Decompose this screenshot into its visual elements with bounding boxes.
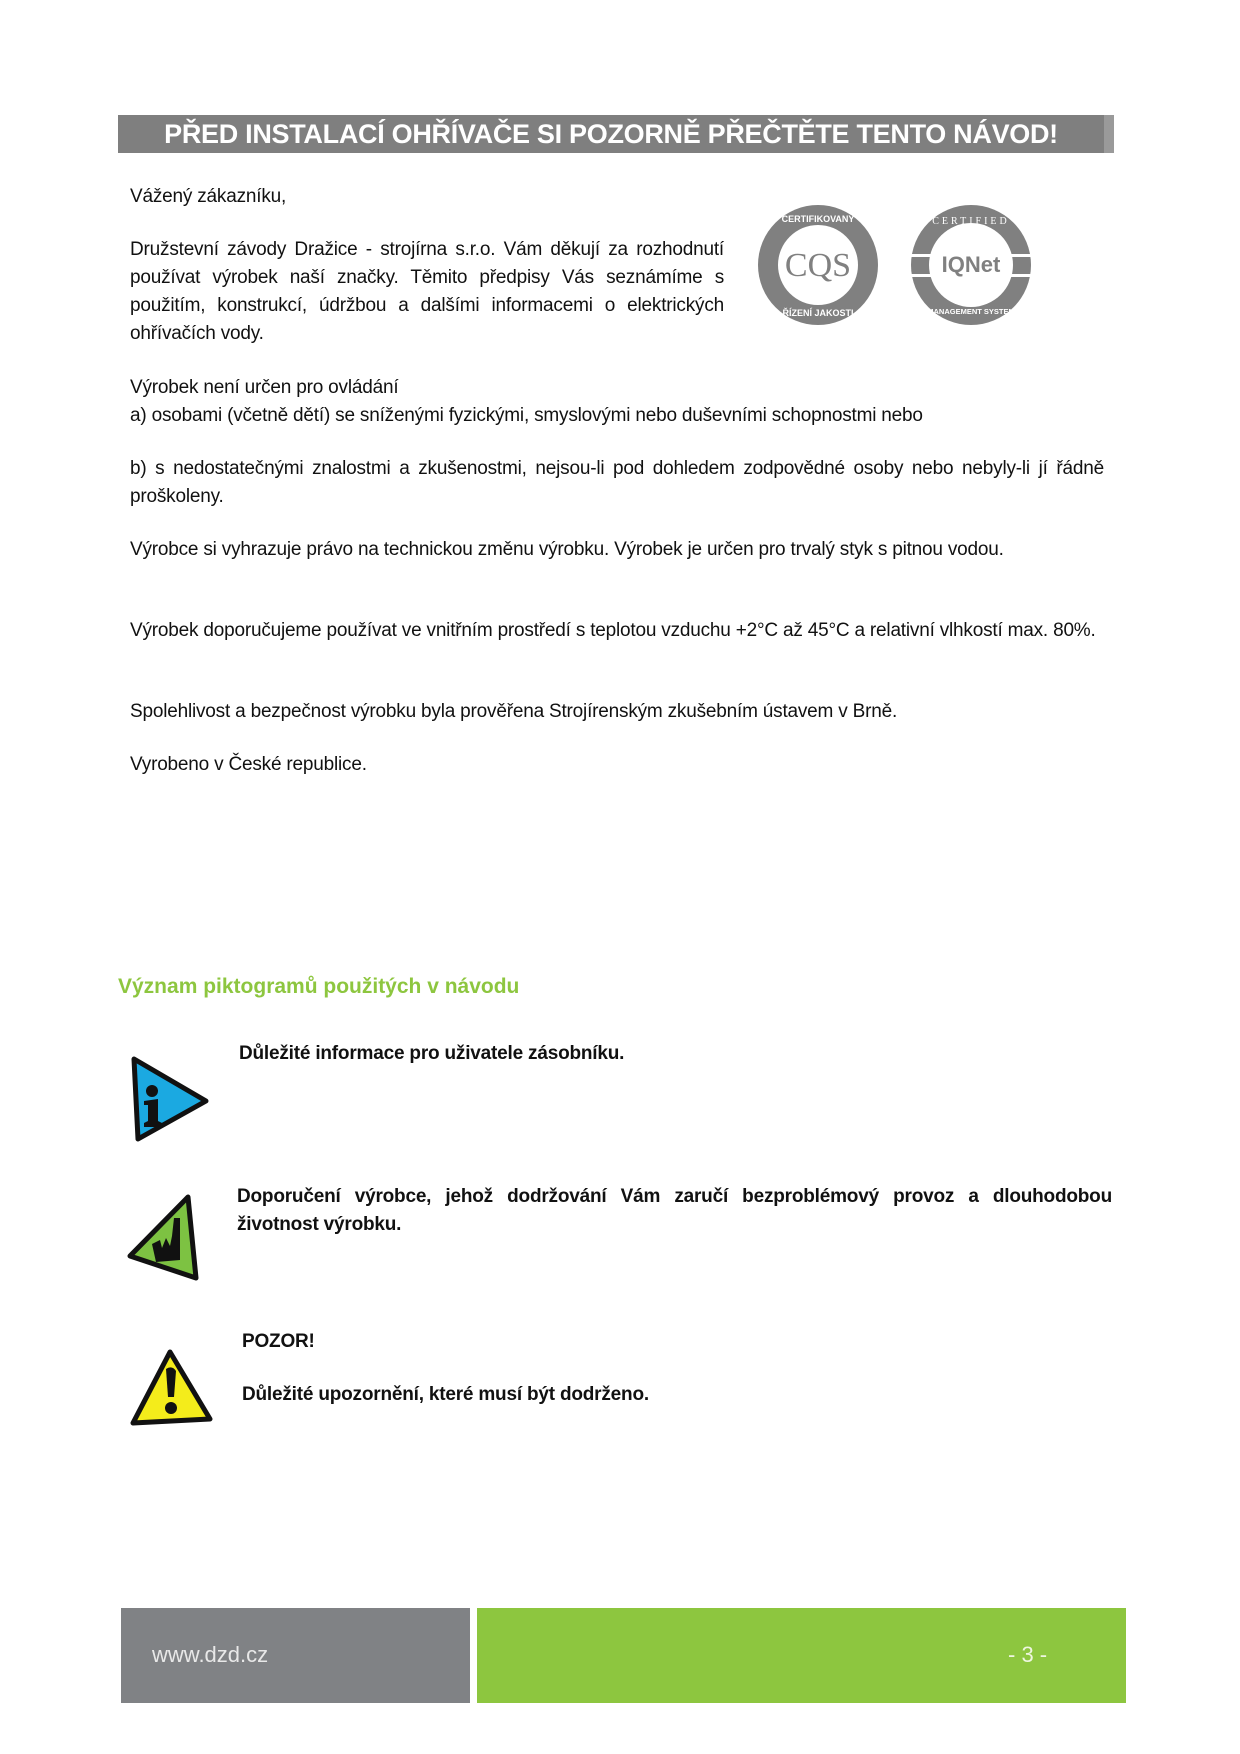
made-in-paragraph: Vyrobeno v České republice. — [130, 754, 367, 775]
warning-text: Důležité upozornění, které musí být dodrženo. — [242, 1384, 649, 1405]
technical-change-paragraph: Výrobce si vyhrazuje právo na technickou změnu výrobku. Výrobek je určen pro trvalý styk s pitnou vodou. — [130, 539, 1004, 560]
pictograms-heading: Význam piktogramů použitých v návodu — [118, 975, 520, 998]
usage-restriction-line1: Výrobek není určen pro ovládání — [130, 377, 399, 398]
info-text: Důležité informace pro uživatele zásobníku. — [239, 1043, 625, 1064]
usage-restriction-b: b) s nedostatečnými znalostmi a zkušenostmi, nejsou-li pod dohledem zodpovědné osoby nebo nebyly-li jí řádně proškoleny. — [130, 458, 1104, 507]
advice-text: Doporučení výrobce, jehož dodržování Vám zaručí bezproblémový provoz a dlouhodobou životnost výrobku. — [237, 1186, 1112, 1235]
hand-triangle-icon — [126, 1192, 204, 1284]
greeting: Vážený zákazníku, — [130, 186, 287, 207]
warning-title: POZOR! — [242, 1331, 315, 1352]
svg-text:MANAGEMENT SYSTEM: MANAGEMENT SYSTEM — [927, 307, 1015, 316]
page-banner: PŘED INSTALACÍ OHŘÍVAČE SI POZORNĚ PŘEČTĚTE TENTO NÁVOD! — [118, 115, 1114, 153]
usage-restriction-line2: a) osobami (včetně dětí) se sníženými fyzickými, smyslovými nebo duševními schopnostmi nebo — [130, 405, 923, 426]
warning-triangle-icon — [128, 1347, 214, 1427]
footer-website-link[interactable]: www.dzd.cz — [152, 1642, 269, 1667]
svg-text:ŘÍZENÍ JAKOSTI: ŘÍZENÍ JAKOSTI — [782, 308, 854, 318]
iqnet-logo — [908, 202, 1034, 328]
svg-text:CERTIFIKOVANÝ: CERTIFIKOVANÝ — [781, 214, 855, 224]
intro-paragraph: Družstevní závody Dražice - strojírna s.r.o. Vám děkují za rozhodnutí používat výrobek naší značky. Těmito předpisy Vás seznámíme s použitím, konstrukcí, údržbou a dalšími informacemi o elektrických ohřívačích vody. — [130, 239, 724, 344]
page-number: - 3 - — [1008, 1642, 1048, 1667]
environment-paragraph: Výrobek doporučujeme používat ve vnitřním prostředí s teplotou vzduchu +2°C až 45°C a relativní vlhkostí max. 80%. — [130, 620, 1096, 641]
info-triangle-icon — [128, 1055, 210, 1143]
reliability-paragraph: Spolehlivost a bezpečnost výrobku byla prověřena Strojírenským zkušebním ústavem v Brně. — [130, 701, 898, 722]
cqs-logo — [755, 202, 881, 328]
svg-text:IQNet: IQNet — [941, 252, 1001, 277]
svg-text:CQS: CQS — [784, 247, 852, 284]
svg-text:CERTIFIED: CERTIFIED — [932, 216, 1010, 227]
